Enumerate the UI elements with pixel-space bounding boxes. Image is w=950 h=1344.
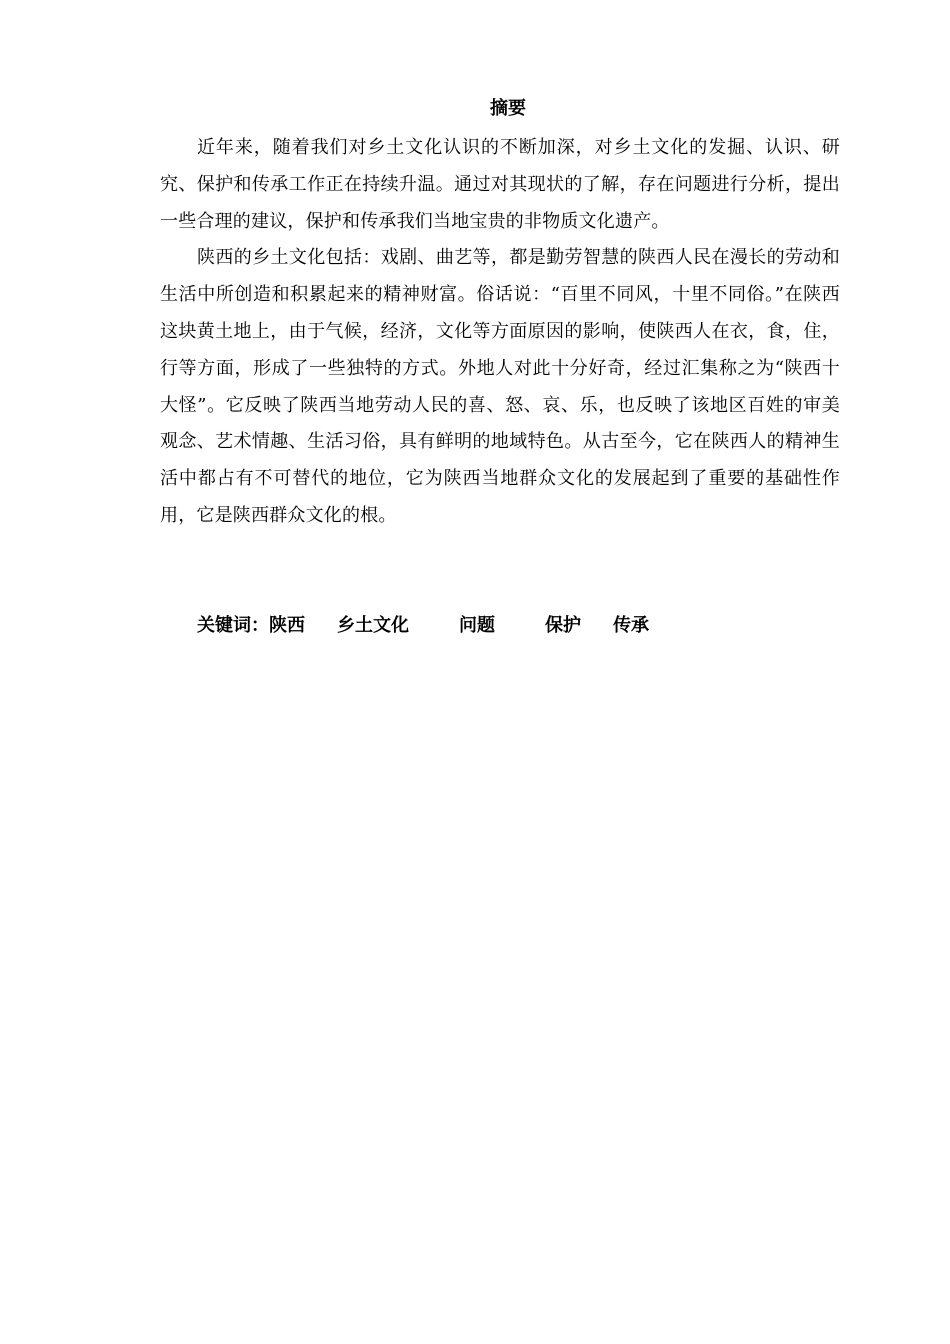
keyword-item: 陕西 (269, 615, 305, 636)
keywords-line (197, 612, 649, 640)
abstract-paragraph-2: 陕西的乡土文化包括：戏剧、曲艺等，都是勤劳智慧的陕西人民在漫长的劳动和生活中所创造和积累起来的精神财富。俗话说：“百里不同风，十里不同俗。”在陕西这块黄土地上，由于气候，经济，文化等方面原因的影响，使陕西人在衣，食，住，行等方面，形成了一些独特的方式。外地人对此十分好奇，经过汇集称之为“陕西十大怪”。它反映了陕西当地劳动人民的喜、怒、哀、乐，也反映了该地区百姓的审美观念、艺术情趣、生活习俗，具有鲜明的地域特色。从古至今，它在陕西人的精神生活中都占有不可替代的地位，它为陕西当地群众文化的发展起到了重要的基础性作用，它是陕西群众文化的根。 (160, 247, 840, 526)
keyword-item: 问题 (459, 615, 495, 636)
keyword-item: 传承 (613, 615, 649, 636)
abstract-title: 摘要 (490, 98, 526, 119)
keywords-label: 关键词： (197, 615, 269, 636)
abstract-paragraph-1: 近年来，随着我们对乡土文化认识的不断加深，对乡土文化的发掘、认识、研究、保护和传承工作正在持续升温。通过对其现状的了解，存在问题进行分析，提出一些合理的建议，保护和传承我们当地宝贵的非物质文化遗产。 (160, 137, 840, 232)
keyword-item: 乡土文化 (337, 615, 409, 636)
keyword-item: 保护 (545, 615, 581, 636)
abstract-body (160, 130, 840, 535)
